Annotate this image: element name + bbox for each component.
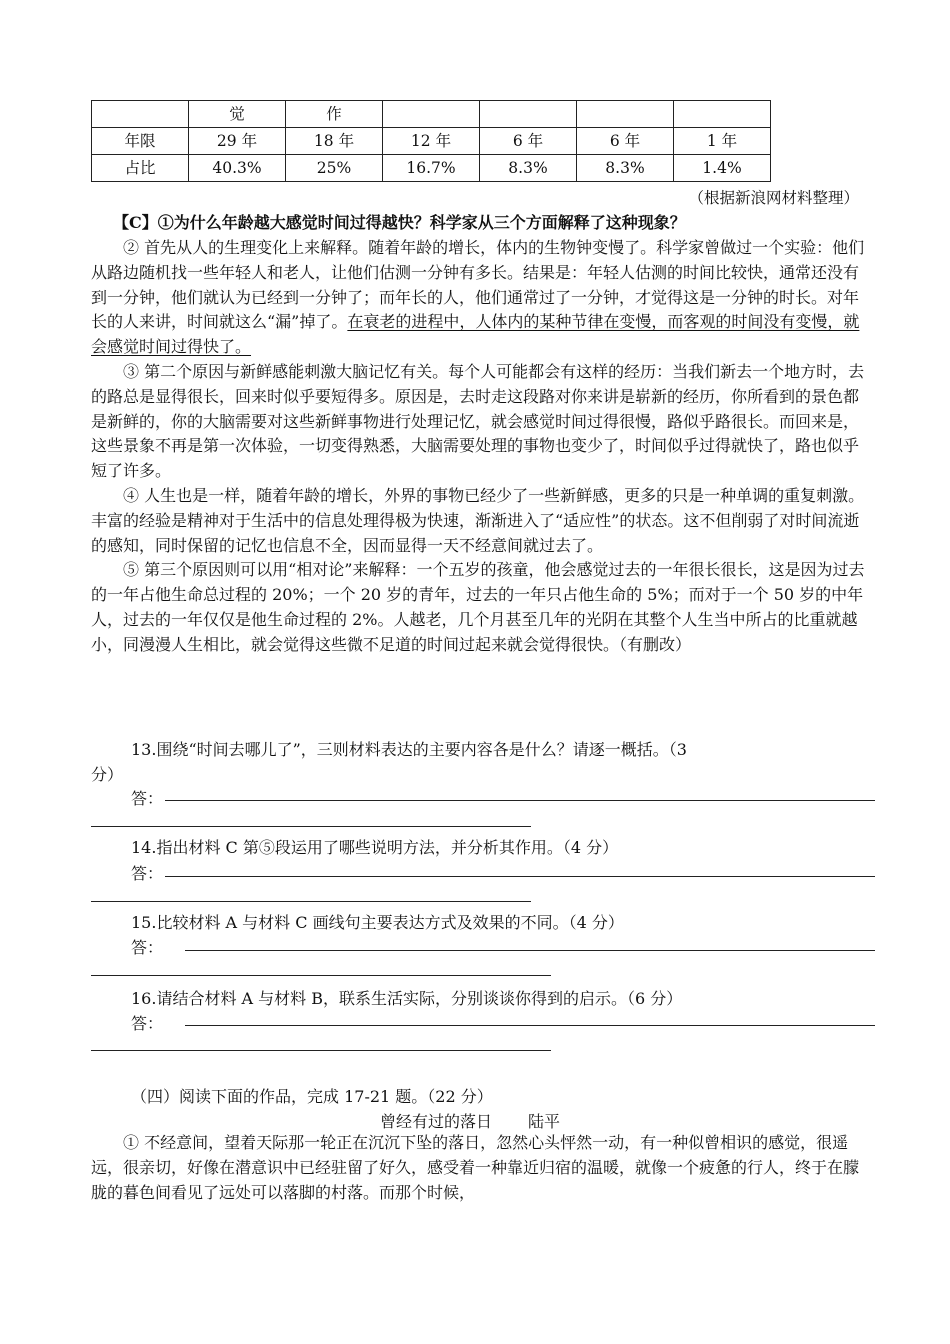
table-row <box>92 155 771 182</box>
table-cell <box>674 101 771 128</box>
table-cell: 觉 <box>189 101 286 128</box>
source-note: （根据新浪网材料整理） <box>688 189 859 207</box>
paragraph-4: ④ 人生也是一样，随着年龄的增长，外界的事物已经少了一些新鲜感，更多的只是一种单调的重复刺激。丰富的经验是精神对于生活中的信息处理得极为快速，渐渐进入了“适应性”的状态。这不但削弱了对时间流逝的感知，同时保留的记忆也信息不全，因而显得一天不经意间就过去了。 <box>91 485 865 555</box>
answer-line[interactable] <box>91 1050 551 1051</box>
question-13-cont: 分） <box>91 765 124 784</box>
question-13: 13.围绕“时间去哪儿了”，三则材料表达的主要内容各是什么？请逐一概括。（3 <box>131 740 687 759</box>
question-14: 14.指出材料 C 第⑤段运用了哪些说明方法，并分析其作用。（4 分） <box>131 838 619 857</box>
answer-line[interactable] <box>185 1025 875 1026</box>
answer-label: 答： <box>131 1014 164 1033</box>
answer-line[interactable] <box>185 950 875 951</box>
article-paragraph-1: ① 不经意间，望着天际那一轮正在沉沉下坠的落日，忽然心头怦然一动，有一种似曾相识的感觉，很遥远，很亲切，好像在潜意识中已经驻留了好久，感受着一种靠近归宿的温暖，就像一个疲惫的行人，终于在朦胧的暮色间看见了远处可以落脚的村落。而那个时候， <box>91 1133 860 1202</box>
row-label: 年限 <box>92 128 189 155</box>
table-cell: 作 <box>286 101 383 128</box>
paragraph-5: ⑤ 第三个原因则可以用“相对论”来解释：一个五岁的孩童，他会感觉过去的一年很长很长，这是因为过去的一年占他生命总过程的 20%；一个 20 岁的青年，过去的一年只占他生命的 5%；而对于一个 50 岁的中年人，过去的一年仅仅是他生命过程的 2%。人越老，几个月甚至几年的光阴在其整个人生当中所占的比重就越小，同漫漫人生相比，就会觉得这些微不足道的时间过起来就会觉得很快。（有删改） <box>91 560 865 654</box>
answer-line[interactable] <box>165 876 875 877</box>
article-author: 陆平 <box>528 1112 561 1131</box>
table-cell: 25% <box>286 155 383 182</box>
table-row <box>92 128 771 155</box>
paragraph-2 <box>91 236 866 360</box>
table-cell <box>92 101 189 128</box>
material-c-body <box>91 236 866 658</box>
table-cell <box>480 101 577 128</box>
answer-line[interactable] <box>91 975 551 976</box>
table-row <box>92 101 771 128</box>
table-cell: 29 年 <box>189 128 286 155</box>
paragraph-2-text: ② 首先从人的生理变化上来解释。随着年龄的增长，体内的生物钟变慢了。科学家曾做过一个实验：他们从路边随机找一些年轻人和老人，让他们估测一分钟有多长。结果是：年轻人估测的时间比较快，通常还没有到一分钟，他们就认为已经到一分钟了；而年长的人，他们通常过了一分钟，才觉得这是一分钟的时长。对年长的人来讲，时间就这么“漏”掉了。 <box>91 238 865 332</box>
paragraph-3: ③ 第二个原因与新鲜感能刺激大脑记忆有关。每个人可能都会有这样的经历：当我们新去一个地方时，去的路总是显得很长，回来时似乎要短得多。原因是，去时走这段路对你来讲是崭新的经历，你所看到的景色都是新鲜的，你的大脑需要对这些新鲜事物进行处理记忆，就会感觉时间过得很慢，路似乎路很长。而回来是，这些景象不再是第一次体验，一切变得熟悉，大脑需要处理的事物也变少了，时间似乎过得就快了，路也似乎短了许多。 <box>91 361 865 481</box>
table-cell <box>577 101 674 128</box>
answer-line[interactable] <box>91 826 531 827</box>
answer-label: 答： <box>131 789 164 808</box>
table-cell: 16.7% <box>383 155 480 182</box>
table-cell: 8.3% <box>480 155 577 182</box>
question-15: 15.比较材料 A 与材料 C 画线句主要表达方式及效果的不同。（4 分） <box>131 913 624 932</box>
article-body <box>91 1131 866 1205</box>
data-table <box>91 100 771 182</box>
table-cell: 1.4% <box>674 155 771 182</box>
material-c-heading: 【C】①为什么年龄越大感觉时间过得越快？科学家从三个方面解释了这种现象？ <box>113 213 686 232</box>
table-cell <box>383 101 480 128</box>
answer-label: 答： <box>131 938 164 957</box>
table-cell: 6 年 <box>577 128 674 155</box>
table-cell: 8.3% <box>577 155 674 182</box>
table-cell: 18 年 <box>286 128 383 155</box>
question-16: 16.请结合材料 A 与材料 B，联系生活实际，分别谈谈你得到的启示。（6 分） <box>131 989 683 1008</box>
row-label: 占比 <box>92 155 189 182</box>
answer-line[interactable] <box>165 800 875 801</box>
article-title: 曾经有过的落日 <box>380 1112 493 1131</box>
table-cell: 1 年 <box>674 128 771 155</box>
table-cell: 6 年 <box>480 128 577 155</box>
underlined-sentence: 在衰老的进程中，人体内的某种节律在变慢，而客观的时间没有变慢，就会感觉时间过得快了。 <box>91 312 860 357</box>
article-title-line <box>380 1109 560 1132</box>
table-cell: 40.3% <box>189 155 286 182</box>
answer-line[interactable] <box>91 901 531 902</box>
section-4-intro: （四）阅读下面的作品，完成 17-21 题。（22 分） <box>131 1087 493 1106</box>
answer-label: 答： <box>131 864 164 883</box>
table-cell: 12 年 <box>383 128 480 155</box>
